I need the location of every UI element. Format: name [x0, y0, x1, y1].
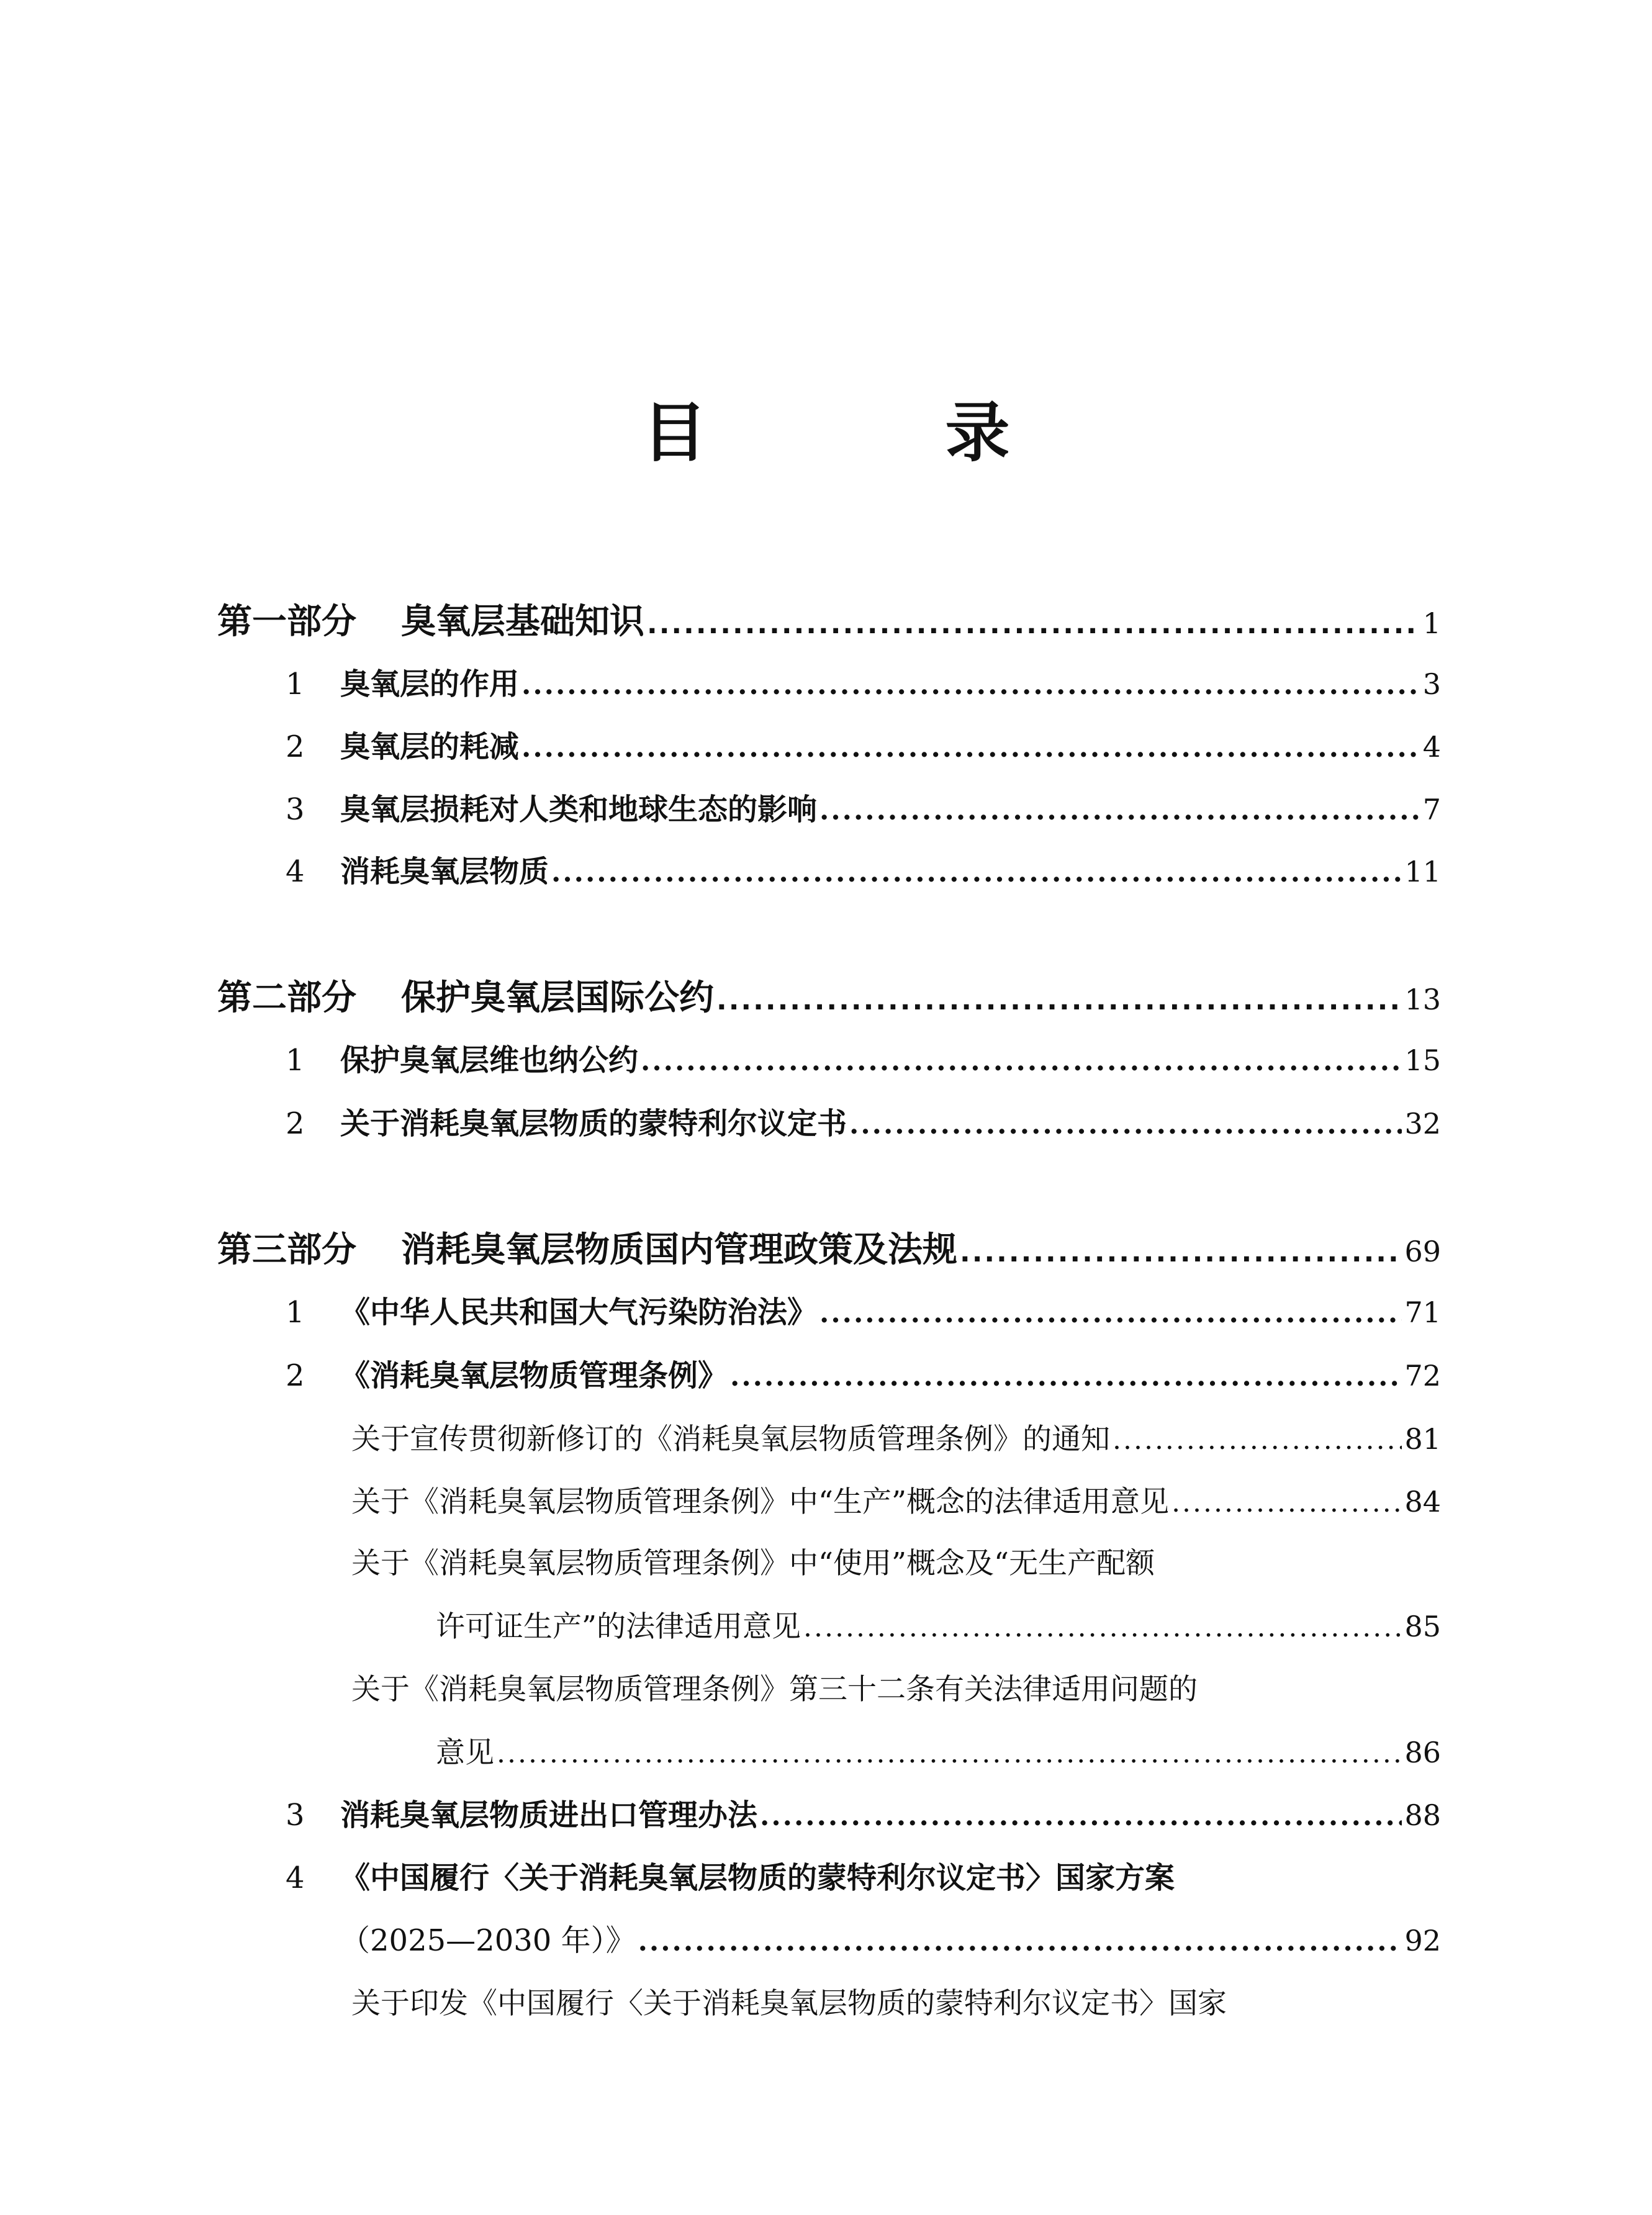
dot-leader	[819, 1289, 1402, 1338]
part-label: 第一部分	[217, 602, 356, 642]
page-number: 72	[1404, 1359, 1441, 1392]
toc-item[interactable]	[340, 785, 1441, 834]
page-number: 13	[1404, 983, 1441, 1016]
page-number: 69	[1404, 1235, 1441, 1268]
subitem-title-line1[interactable]: 关于《消耗臭氧层物质管理条例》中“使用”概念及“无生产配额	[351, 1546, 1155, 1581]
page-number: 3	[1422, 667, 1441, 701]
toc-item[interactable]	[340, 1351, 1441, 1401]
subitem-title: 关于《消耗臭氧层物质管理条例》中“生产”概念的法律适用意见	[351, 1485, 1170, 1519]
dot-leader	[638, 1917, 1402, 1967]
item-title: 《中华人民共和国大气污染防治法》	[340, 1295, 818, 1330]
page-number: 88	[1404, 1798, 1441, 1832]
page-number: 1	[1422, 607, 1441, 640]
page-number: 84	[1404, 1485, 1441, 1518]
page-number: 92	[1404, 1924, 1441, 1957]
section-number: 1	[286, 1295, 305, 1330]
section-number: 4	[286, 1861, 305, 1895]
toc-part-3[interactable]	[217, 1225, 1441, 1275]
toc-item[interactable]	[340, 1099, 1441, 1148]
toc-item[interactable]	[340, 1288, 1441, 1337]
item-title: 臭氧层的耗减	[340, 729, 520, 764]
page-number: 7	[1422, 793, 1441, 826]
item-title-line2: （2025—2030 年）》	[340, 1923, 636, 1958]
item-title: 臭氧层损耗对人类和地球生态的影响	[340, 792, 818, 827]
dot-leader	[641, 1037, 1402, 1086]
item-title: 消耗臭氧层物质	[340, 854, 549, 889]
toc-item[interactable]	[340, 1790, 1441, 1840]
toc-item[interactable]	[340, 1916, 1441, 1965]
dot-leader	[960, 1228, 1402, 1278]
subitem-title-line1[interactable]: 关于《消耗臭氧层物质管理条例》第三十二条有关法律适用问题的	[351, 1672, 1198, 1707]
toc-part-2[interactable]	[217, 973, 1441, 1023]
toc-item[interactable]	[340, 722, 1441, 772]
toc-item[interactable]	[340, 659, 1441, 709]
toc-subitem[interactable]	[436, 1728, 1441, 1777]
section-number: 1	[286, 1043, 305, 1078]
item-title: 保护臭氧层维也纳公约	[340, 1043, 639, 1078]
section-number: 2	[286, 729, 305, 764]
dot-leader	[1171, 1478, 1402, 1528]
dot-leader	[716, 976, 1402, 1026]
section-number: 2	[286, 1358, 305, 1393]
toc-item[interactable]	[340, 1035, 1441, 1085]
dot-leader	[1113, 1415, 1402, 1465]
item-title: 《消耗臭氧层物质管理条例》	[340, 1358, 728, 1393]
toc-subitem[interactable]	[351, 1477, 1441, 1527]
page-number: 85	[1404, 1610, 1441, 1643]
toc-item[interactable]	[340, 847, 1441, 896]
part-label: 第二部分	[217, 978, 356, 1018]
section-number: 4	[286, 854, 305, 889]
page-number: 32	[1404, 1107, 1441, 1140]
dot-leader	[803, 1603, 1402, 1653]
page-number: 81	[1404, 1422, 1441, 1456]
section-number: 3	[286, 792, 305, 827]
item-title: 臭氧层的作用	[340, 667, 520, 701]
dot-leader	[521, 661, 1420, 710]
item-title: 消耗臭氧层物质进出口管理办法	[340, 1798, 758, 1833]
page-title: 目 录	[642, 394, 1097, 471]
subitem-title: 关于宣传贯彻新修订的《消耗臭氧层物质管理条例》的通知	[351, 1422, 1110, 1456]
dot-leader	[551, 848, 1402, 898]
page-number: 71	[1404, 1296, 1441, 1329]
subitem-title-line2: 许可证生产”的法律适用意见	[436, 1610, 801, 1644]
dot-leader	[819, 786, 1420, 836]
section-number: 1	[286, 667, 305, 701]
part-label: 第三部分	[217, 1230, 356, 1270]
subitem-title[interactable]: 关于印发《中国履行〈关于消耗臭氧层物质的蒙特利尔议定书〉国家	[351, 1987, 1227, 2021]
toc-part-1[interactable]	[217, 597, 1441, 647]
dot-leader	[497, 1729, 1402, 1779]
item-title-line1[interactable]: 《中国履行〈关于消耗臭氧层物质的蒙特利尔议定书〉国家方案	[340, 1861, 1175, 1895]
section-number: 3	[286, 1798, 305, 1833]
subitem-title-line2: 意见	[436, 1736, 494, 1770]
toc-subitem[interactable]	[351, 1414, 1441, 1464]
section-number: 2	[286, 1106, 305, 1141]
dot-leader	[730, 1352, 1402, 1402]
page-number: 86	[1404, 1736, 1441, 1769]
part-title: 臭氧层基础知识	[401, 602, 644, 642]
toc-subitem[interactable]	[436, 1602, 1441, 1651]
part-title: 消耗臭氧层物质国内管理政策及法规	[401, 1230, 957, 1270]
dot-leader	[760, 1792, 1402, 1841]
page-number: 15	[1404, 1044, 1441, 1077]
dot-leader	[647, 600, 1420, 649]
page-number: 4	[1422, 730, 1441, 764]
part-title: 保护臭氧层国际公约	[401, 978, 714, 1018]
page-number: 11	[1404, 855, 1441, 888]
dot-leader	[521, 723, 1420, 773]
item-title: 关于消耗臭氧层物质的蒙特利尔议定书	[340, 1106, 847, 1141]
dot-leader	[849, 1100, 1402, 1150]
